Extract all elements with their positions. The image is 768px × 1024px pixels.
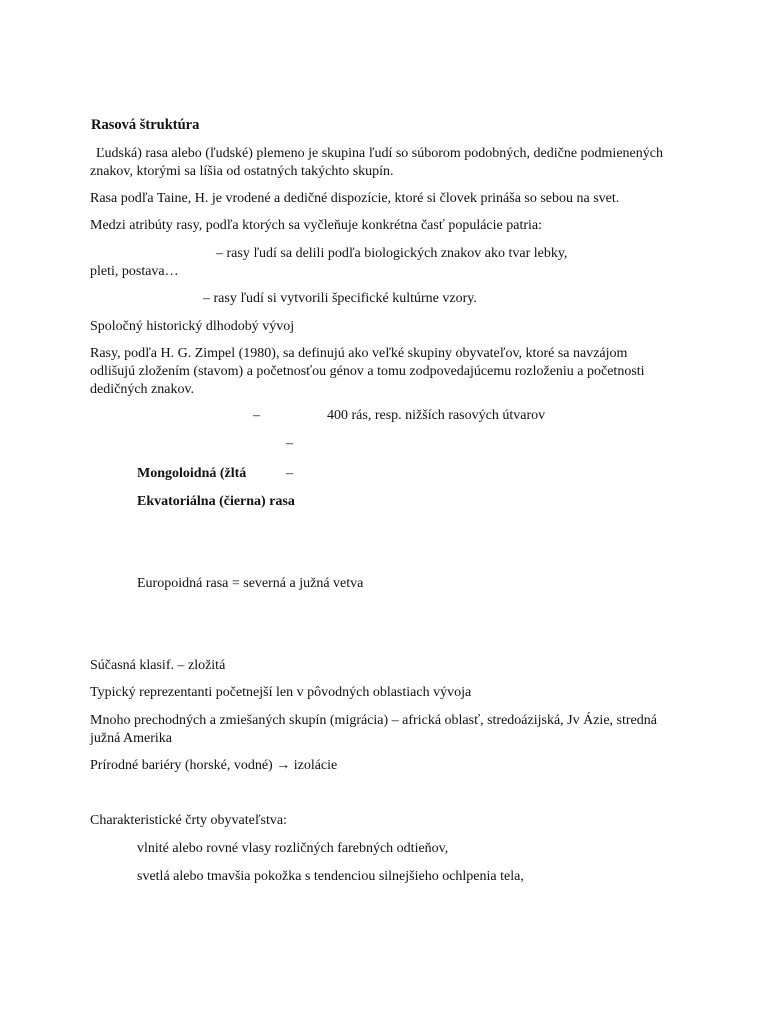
paragraph-definition-line2: znakov, ktorými sa líšia od ostatných takýchto skupín. [90, 164, 394, 179]
mixed-groups-line2: južná Amerika [90, 731, 173, 746]
paragraph-taine: Rasa podľa Taine, H. je vrodené a dedičné dispozície, ktoré si človek prináša so sebou na svet. [90, 191, 620, 206]
paragraph-biological-line1: – rasy ľudí sa delili podľa biologických znakov ako tvar lebky, [216, 246, 568, 261]
dash-marker: – [286, 466, 293, 481]
natural-barriers: Prírodné bariéry (horské, vodné) → izolácie [90, 758, 338, 773]
mixed-groups-line1: Mnoho prechodných a zmiešaných skupín (migrácia) – africká oblasť, stredoázijská, Jv Ázie, stredná [90, 713, 657, 728]
document-title: Rasová štruktúra [91, 117, 200, 133]
typical-representatives: Typický reprezentanti početnejší len v pôvodných oblastiach vývoja [90, 685, 472, 700]
paragraph-zimpel-line3: dedičných znakov. [90, 382, 195, 397]
dash-marker: – [286, 436, 293, 451]
characteristics-heading: Charakteristické črty obyvateľstva: [90, 813, 287, 828]
trait-skin: svetlá alebo tmavšia pokožka s tendenciou silnejšieho ochlpenia tela, [137, 869, 524, 884]
classification: Súčasná klasif. – zložitá [90, 658, 226, 673]
paragraph-history: Spoločný historický dlhodobý vývoj [90, 319, 295, 334]
paragraph-definition-line1: Ľudská) rasa alebo (ľudské) plemeno je skupina ľudí so súborom podobných, dedične podmienených [96, 146, 663, 161]
races-count: 400 rás, resp. nižších rasových útvarov [327, 408, 546, 423]
dash-marker: – [253, 408, 260, 423]
paragraph-cultural: – rasy ľudí si vytvorili špecifické kultúrne vzory. [203, 291, 477, 306]
equatorial-race: Ekvatoriálna (čierna) rasa [137, 494, 295, 509]
paragraph-attributes: Medzi atribúty rasy, podľa ktorých sa vyčleňuje konkrétna časť populácie patria: [90, 218, 542, 233]
paragraph-biological-line2: pleti, postava… [90, 264, 179, 279]
mongoloid-race: Mongoloidná (žltá [137, 466, 247, 481]
europoid-race: Europoidná rasa = severná a južná vetva [137, 576, 364, 591]
trait-hair: vlnité alebo rovné vlasy rozličných farebných odtieňov, [137, 841, 449, 856]
paragraph-zimpel-line2: odlišujú zložením (stavom) a početnosťou génov a tomu zodpovedajúcemu rozloženiu a početnosti [90, 364, 645, 379]
paragraph-zimpel-line1: Rasy, podľa H. G. Zimpel (1980), sa definujú ako veľké skupiny obyvateľov, ktoré sa navzájom [90, 346, 628, 361]
